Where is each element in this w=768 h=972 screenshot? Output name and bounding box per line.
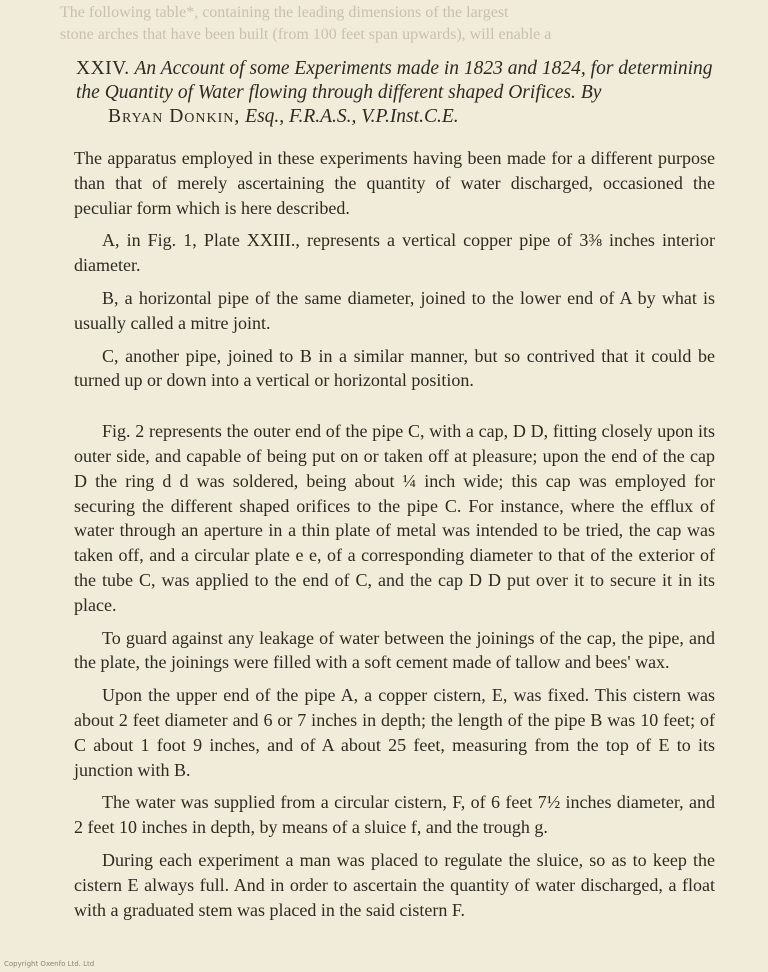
author-line	[76, 105, 724, 129]
paragraph: A, in Fig. 1, Plate XXIII., represents a vertical copper pipe of 3⅜ inches interior diameter.	[74, 230, 715, 276]
paragraph: During each experiment a man was placed to regulate the sluice, so as to keep the cistern E always full. And in order to ascertain the quantity of water discharged, a float with a graduated stem was placed in the said cistern F.	[74, 849, 715, 920]
article-title	[76, 57, 724, 129]
paragraph: The apparatus employed in these experiments having been made for a different purpose than that of merely ascertaining the quantity of water discharged, occasioned the peculiar form which is here described.	[74, 148, 715, 218]
paragraph: To guard against any leakage of water between the joinings of the cap, the pipe, and the plate, the joinings were filled with a soft cement made of tallow and bees' wax.	[74, 627, 715, 673]
author-name: Bryan Donkin,	[108, 106, 241, 127]
article-body	[74, 146, 715, 930]
bleed-line: The following table*, containing the leading dimensions of the largest	[60, 4, 509, 21]
author-credentials: Esq., F.R.A.S., V.P.Inst.C.E.	[245, 106, 459, 127]
by-word: By	[580, 82, 602, 103]
bleed-line: stone arches that have been built (from 100 feet span upwards), will enable a	[60, 26, 552, 43]
paragraph: Fig. 2 represents the outer end of the pipe C, with a cap, D D, fitting closely upon its outer side, and capable of being put on or taken off at pleasure; upon the end of the cap D the ring d d was soldered, being about ¼ inch wide; this cap was employed for securing the different shaped orifices to the pipe C. For instance, where the efflux of water through an aperture in a thin plate of metal was intended to be tried, the cap was taken off, and a circular plate e e, of a corresponding diameter to that of the exterior of the tube C, was applied to the end of C, and the cap D D put over it to secure it in its place.	[74, 421, 715, 615]
copyright-footer: Copyright Oxenfo Ltd. Ltd	[4, 960, 95, 968]
paragraph: B, a horizontal pipe of the same diameter, joined to the lower end of A by what is usually called a mitre joint.	[74, 287, 715, 333]
paragraph: C, another pipe, joined to B in a similar manner, but so contrived that it could be turned up or down into a vertical or horizontal position.	[74, 345, 715, 391]
article-title-text: An Account of some Experiments made in 1823 and 1824, for determining the Quantity of Water flowing through different shaped Orifices.	[76, 58, 713, 103]
article-number: XXIV.	[76, 58, 130, 79]
paragraph: The water was supplied from a circular cistern, F, of 6 feet 7½ inches diameter, and 2 feet 10 inches in depth, by means of a sluice f, and the trough g.	[74, 792, 715, 838]
paragraph: Upon the upper end of the pipe A, a copper cistern, E, was fixed. This cistern was about 2 feet diameter and 6 or 7 inches in depth; the length of the pipe B was 10 feet; of C about 1 foot 9 inches, and of A about 25 feet, measuring from the top of E to its junction with B.	[74, 685, 715, 780]
bleed-through-text	[60, 2, 720, 46]
